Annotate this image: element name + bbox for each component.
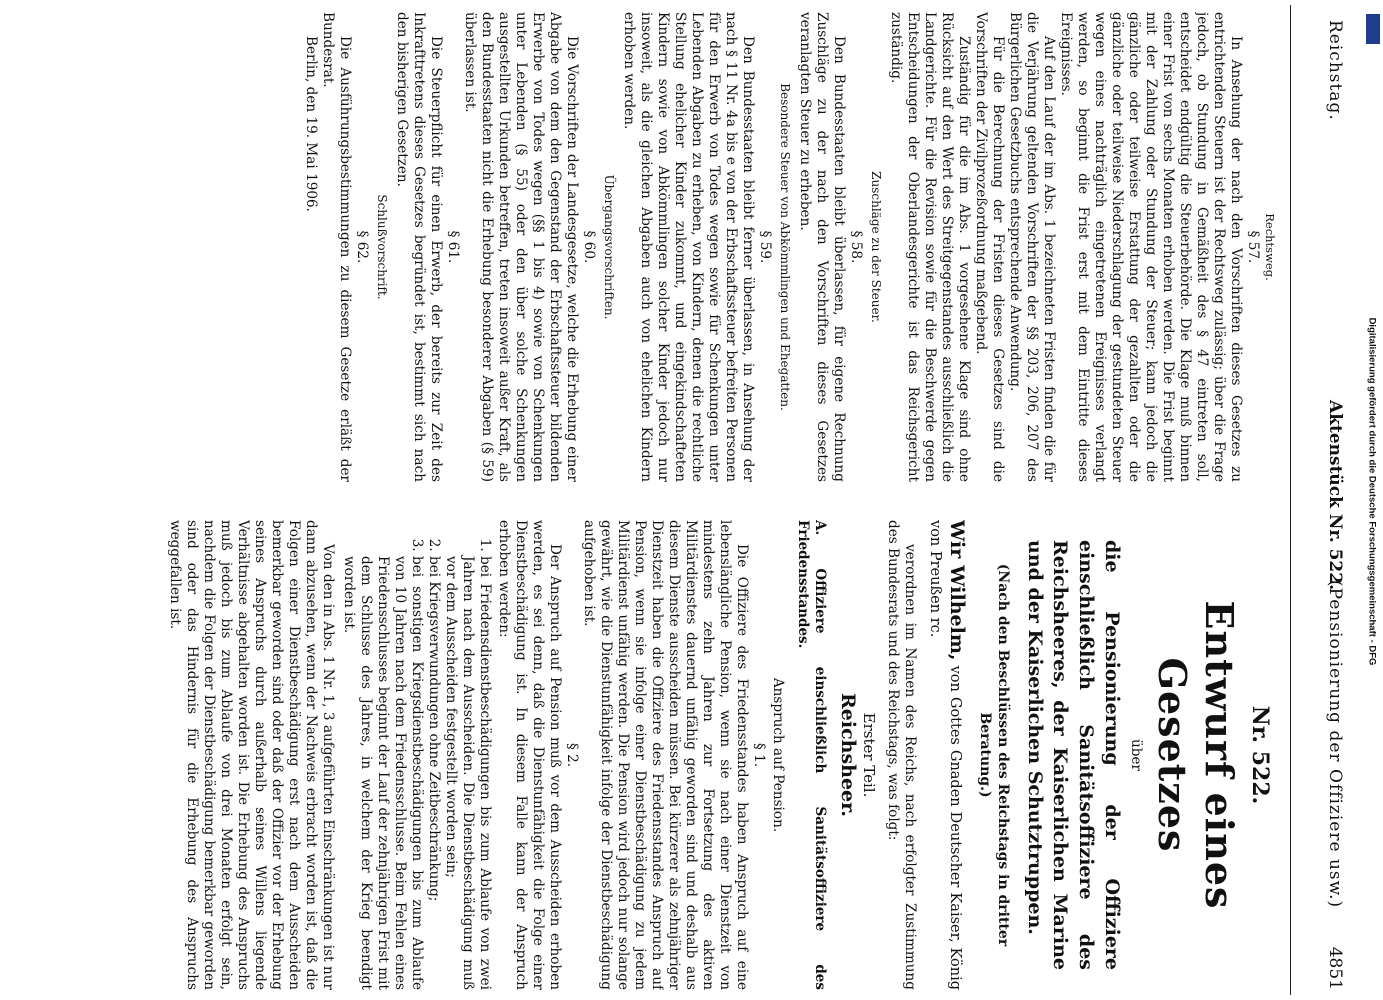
dfg-credit-text: Digitalisierung gefördert durch die Deutsche Forschungsgemeinschaft - DFG <box>1366 317 1378 666</box>
paragraph-2-b: Von den in Abs. 1 Nr. 1, 3 aufgeführten Einschränkungen ist nur dann abzusehen, wenn der Nachweis erbracht worden ist, daß die Folgen einer Dienstbeschädigung erst nach dem Ausscheiden bemerkbar geworden sind oder daß der Offizier vor der Erhebung seines Anspruchs durch außerhalb seines Willens liegende Verhältnisse abgehalten worden ist. Die Erhebung des Anspruchs muß jedoch bis zum Ablaufe von drei Monaten erfolgt sein, nachdem die Folgen der Dienstbeschädigung bemerkbar geworden sind oder das Hindernis für die Erhebung des Anspruchs weggefallen ist. <box>167 520 337 990</box>
list-item: 2. bei Kriegsverwundungen ohne Zeitbeschränkung; <box>425 556 442 990</box>
page-number: 4851 <box>1325 946 1345 990</box>
paragraph-60: Die Vorschriften der Landesgesetze, welche die Erhebung einer Abgabe von dem den Gegenstand der Erbschaftssteuer bildenden Erwerbe von Todes wegen (§§ 1 bis 4) sowie von Schenkungen unter Lebenden (§ 55) oder den über solche Schenkungen ausgestellten Urkunden betreffen, treten insoweit außer Kraft, als den Bundesstaaten nicht die Erhebung besonderer Abgaben (§ 59) überlassen ist. <box>462 12 581 482</box>
title-ueber: über <box>1128 739 1145 771</box>
section-heading-rechtsweg: Rechtsweg. <box>1263 213 1277 281</box>
paragraph-58: Den Bundesstaaten bleibt überlassen, für eigene Rechnung Zuschläge zu der nach den Vorschriften dieses Gesetzes veranlagten Steuer zu erheben. <box>797 12 847 482</box>
preamble-decree: verordnen im Namen des Reichs, nach erfolgter Zustimmung des Bundesrats und des Reichstags, was folgt: <box>885 520 919 990</box>
document-title: Entwurf eines Gesetzes <box>1150 600 1243 910</box>
paragraph-57-3: Für die Berechnung der Fristen dieses Gesetzes sind die Vorschriften der Zivilprozeßordnung maßgebend. <box>972 12 1006 482</box>
heading-uebergang: Übergangsvorschriften. <box>602 174 617 320</box>
law-subject: die Pensionierung der Offiziere einschließlich Sanitätsoffiziere des Reichsheeres, der Kaiserlichen Marine und der Kaiserlichen Schutztruppen. <box>1023 540 1123 970</box>
part-title: Reichsheer. <box>837 692 860 818</box>
document-number: Nr. 522. <box>1247 705 1273 805</box>
page-header <box>1291 0 1345 1000</box>
paragraph-62: Die Ausführungsbestimmungen zu diesem Gesetze erläßt der Bundesrat. <box>320 12 354 482</box>
preamble <box>926 520 968 990</box>
paragraph-number-1: § 1. <box>750 742 767 768</box>
heading-zuschlaege: Zuschläge zu der Steuer. <box>868 171 883 323</box>
heading-schluss: Schlußvorschrift. <box>375 194 390 300</box>
paragraph-number-62: § 62. <box>354 230 371 264</box>
part-heading: Erster Teil. <box>860 712 879 798</box>
paragraph-number-60: § 60. <box>581 230 598 264</box>
section-a-heading: A. Offiziere einschließlich Sanitätsoffiziere des Friedensstandes. <box>794 520 828 990</box>
paragraph-57-1: In Ansehung der nach den Vorschriften dieses Gesetzes zu entrichtenden Steuern ist der Rechtsweg zulässig; über die Frage jedoch, ob Stundung in Gemäßheit des § 47 eintreten soll, entscheidet endgültig die Steuerbehörde. Die Klage muß binnen einer Frist von sechs Monaten erhoben werden. Die Frist beginnt mit der Zahlung oder Stundung der Steuer; kann jedoch die gänzliche oder teilweise Erstattung der gezahlten oder die gänzliche oder teilweise Niederschlagung der gestundeten Steuer wegen eines nachträglich eingetretenen Ereignisses verlangt werden, so beginnt die Frist erst mit dem Eintritte dieses Ereignisses. <box>1057 12 1244 482</box>
list-item: 1. bei Friedensdienstbeschädigungen bis zum Ablaufe von zwei Jahren nach dem Ausscheiden. Die Dienstbeschädigung muß vor dem Ausscheiden festgestellt worden sein; <box>442 556 493 990</box>
paragraph-59: Den Bundesstaaten bleibt ferner überlassen, in Ansehung der nach § 11 Nr. 4a bis e von der Erbschaftssteuer befreiten Personen für den Erwerb von Todes wegen sowie für Schenkungen unter Lebenden Abgaben zu erheben, von Kindern, denen die rechtliche Stellung ehelicher Kinder zukommt, und eingekindschafteten Kindern sowie von Abkömmlingen solcher Kinder jedoch nur insoweit, als die gleichen Abgaben auch von ehelichen Kindern erhoben werden. <box>621 12 757 482</box>
signature-line: Berlin, den 19. Mai 1906. <box>303 36 320 212</box>
dfg-side-note <box>1367 6 1381 996</box>
paragraph-1: Die Offiziere des Friedensstandes haben Anspruch auf eine lebenslängliche Pension, wenn sie nach einer Dienstzeit von mindestens zehn Jahren zur Fortsetzung des aktiven Militärdienstes dauernd unfähig geworden sind und deshalb aus diesem Dienste ausscheiden müssen. Bei kürzerer als zehnjähriger Dienstzeit haben die Offiziere des Friedensstandes Anspruch auf Pension, wenn sie infolge einer Dienstbeschädigung zu jedem Militärdienst unfähig werden. Die Pension wird jedoch nur solange gewährt, wie die Dienstunfähigkeit infolge der Dienstbeschädigung aufgehoben ist. <box>581 520 750 990</box>
heading-besondere-steuer: Besondere Steuer von Abkömmlingen und Ehegatten. <box>778 83 793 411</box>
left-column <box>59 12 1279 482</box>
paragraph-number-61: § 61. <box>445 230 462 264</box>
header-subject: (Pensionierung der Offiziere usw.) <box>1325 580 1345 909</box>
paragraph-61: Die Steuerpflicht für einen Erwerb, der bereits zur Zeit des Inkrafttretens dieses Gesetzes begründet ist, bestimmt sich nach den bisherigen Gesetzen. <box>394 12 445 482</box>
condition-list <box>340 556 493 990</box>
paragraph-number-58: § 58. <box>847 230 864 264</box>
paragraph-57-4: Zuständig für die im Abs. 1 vorgesehene Klage sind ohne Rücksicht auf den Wert des Streitgegenstandes ausschließlich die Landgerichte. Für die Revision sowie für die Beschwerde gegen Entscheidungen der Oberlandesgerichte ist das Reichsgericht zuständig. <box>887 12 972 482</box>
paragraph-2: Der Anspruch auf Pension muß vor dem Ausscheiden erhoben werden, es sei denn, daß die Dienstunfähigkeit die Folge einer Dienstbeschädigung ist. In diesem Falle kann der Anspruch erhoben werden: <box>496 520 564 990</box>
list-item: 3. bei sonstigen Kriegsdienstbeschädigungen bis zum Ablaufe von 10 Jahren nach dem Friedensschlusse. Beim Fehlen eines Friedensschlusses beginnt der Lauf der zehnjährigen Frist mit dem Schlusse des Jahres, in welchem der Krieg beendigt worden ist. <box>340 556 425 990</box>
document-page <box>45 0 1345 1000</box>
header-rule <box>1290 5 1291 995</box>
header-aktenstueck: Aktenstück Nr. 522. <box>1325 400 1345 591</box>
header-reichstag: Reichstag. <box>1325 20 1345 121</box>
paragraph-57-2: Auf den Lauf der im Abs. 1 bezeichneten Fristen finden die für die Verjährung geltenden Vorschriften der §§ 203, 206, 207 des Bürgerlichen Gesetzbuchs entsprechende Anwendung. <box>1006 12 1057 482</box>
preamble-name: Wir Wilhelm, <box>945 520 968 661</box>
paragraph-number-57: § 57. <box>1244 230 1261 264</box>
reading-note: (Nach den Beschlüssen des Reichstags in dritter Beratung.) <box>977 563 1011 947</box>
right-column <box>59 520 1279 990</box>
paragraph-number-59: § 59. <box>757 230 774 264</box>
paragraph-number-2: § 2. <box>564 742 581 768</box>
heading-anspruch: Anspruch auf Pension. <box>769 677 786 833</box>
preamble-title: von Gottes Gnaden Deutscher Kaiser, König von Preußen rc. <box>927 520 963 990</box>
